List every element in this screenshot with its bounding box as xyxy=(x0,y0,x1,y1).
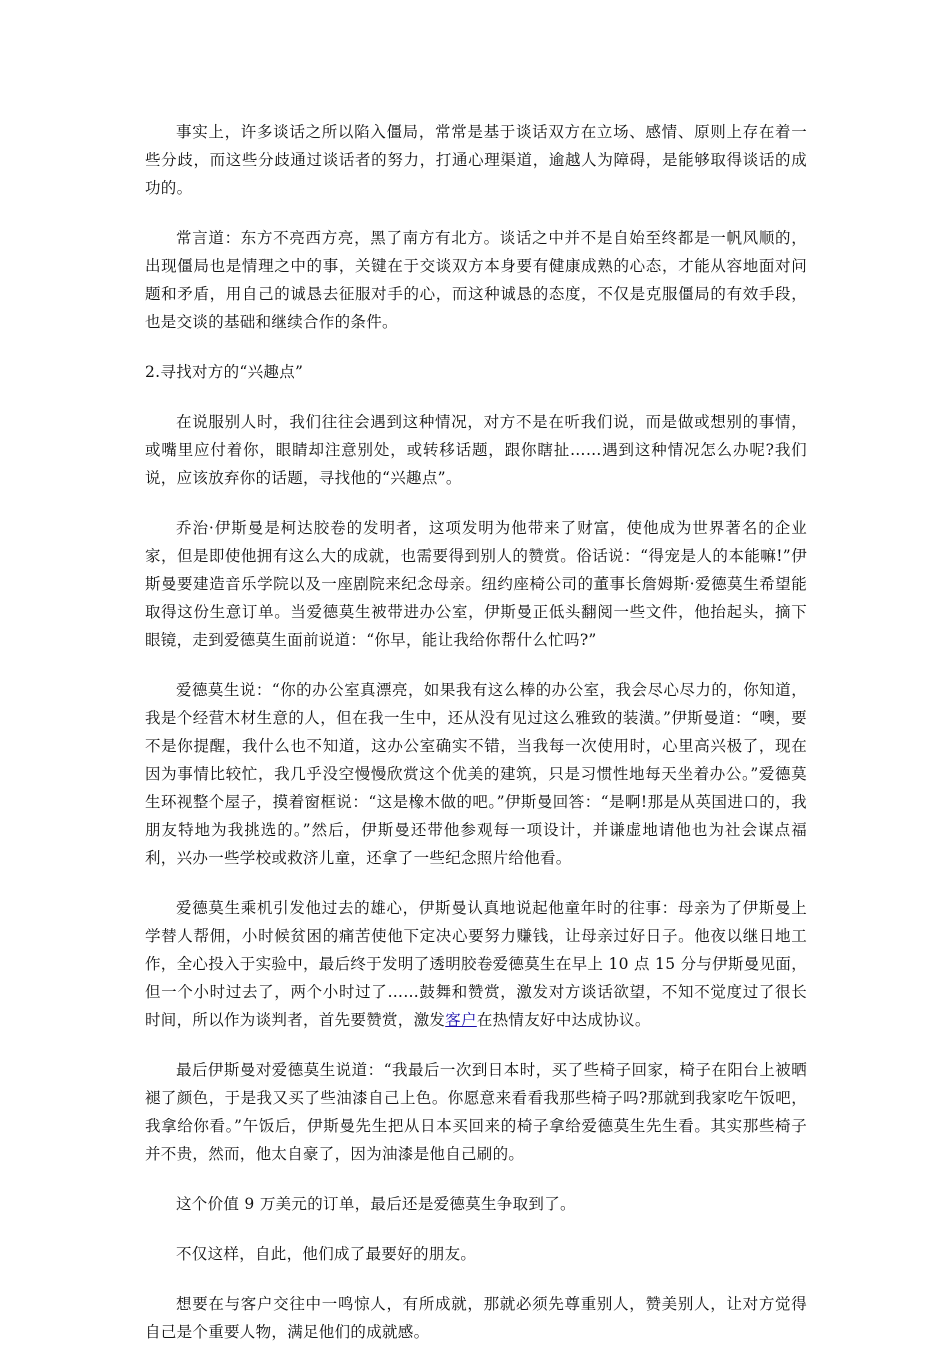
paragraph-conclusion: 想要在与客户交往中一鸣惊人，有所成就，那就必须先尊重别人，赞美别人，让对方觉得自己是个重要人物，满足他们的成就感。 xyxy=(145,1295,807,1341)
childhood-text-end: 在热情友好中达成协议。 xyxy=(476,1011,651,1029)
paragraph-deadlock-intro: 事实上，许多谈话之所以陷入僵局，常常是基于谈话双方在立场、感情、原则上存在着一些分歧，而这些分歧通过谈话者的努力，打通心理渠道，逾越人为障碍，是能够取得谈话的成功的。 xyxy=(145,123,807,197)
paragraph-friends: 不仅这样，自此，他们成了最要好的朋友。 xyxy=(176,1245,477,1263)
document-body xyxy=(145,118,807,1368)
paragraph-office-conversation: 爱德莫生说：“你的办公室真漂亮，如果我有这么棒的办公室，我会尽心尽力的，你知道，我是个经营木材生意的人，但在我一生中，还从没有见过这么雅致的装潢。”伊斯曼道：“噢，要不是你提醒，我什么也不知道，这办公室确实不错，当我每一次使用时，心里高兴极了，现在因为事情比较忙，我几乎没空慢慢欣赏这个优美的建筑，只是习惯性地每天坐着办公。”爱德莫生环视整个屋子，摸着窗框说：“这是橡木做的吧。”伊斯曼回答：“是啊!那是从英国进口的，我朋友特地为我挑选的。”然后，伊斯曼还带他参观每一项设计，并谦虚地请他也为社会谋点福利，兴办一些学校或救济儿童，还拿了一些纪念照片给他看。 xyxy=(145,681,807,867)
customer-link[interactable]: 客户 xyxy=(445,1011,477,1029)
paragraph-childhood-story xyxy=(145,894,807,1034)
paragraph-saying: 常言道：东方不亮西方亮，黑了南方有北方。谈话之中并不是自始至终都是一帆风顺的，出现僵局也是情理之中的事，关键在于交谈双方本身要有健康成熟的心态，才能从容地面对问题和矛盾，用自己的诚恳去征服对手的心，而这种诚恳的态度，不仅是克服僵局的有效手段，也是交谈的基础和继续合作的条件。 xyxy=(145,229,807,331)
childhood-text: 爱德莫生乘机引发他过去的雄心，伊斯曼认真地说起他童年时的往事：母亲为了伊斯曼上学替人帮佣，小时候贫困的痛苦使他下定决心要努力赚钱，让母亲过好日子。他夜以继日地工作，全心投入于实验中，最后终于发明了透明胶卷爱德莫生在早上 10 点 15 分与伊斯曼见面，但一个小时过去了，两个小时过了……鼓舞和赞赏，激发对方谈话欲望，不知不觉度过了很长时间，所以作为谈判者，首先要赞赏，激发 xyxy=(145,899,807,1029)
paragraph-chairs: 最后伊斯曼对爱德莫生说道：“我最后一次到日本时，买了些椅子回家，椅子在阳台上被晒褪了颜色，于是我又买了些油漆自己上色。你愿意来看看我那些椅子吗?那就到我家吃午饭吧，我拿给你看。”午饭后，伊斯曼先生把从日本买回来的椅子拿给爱德莫生先生看。其实那些椅子并不贵，然而，他太自豪了，因为油漆是他自己刷的。 xyxy=(145,1061,807,1163)
paragraph-eastman-intro: 乔治·伊斯曼是柯达胶卷的发明者，这项发明为他带来了财富，使他成为世界著名的企业家，但是即使他拥有这么大的成就，也需要得到别人的赞赏。俗话说：“得宠是人的本能嘛!”伊斯曼要建造音乐学院以及一座剧院来纪念母亲。纽约座椅公司的董事长詹姆斯·爱德莫生希望能取得这份生意订单。当爱德莫生被带进办公室，伊斯曼正低头翻阅一些文件，他抬起头，摘下眼镜，走到爱德莫生面前说道：“你早，能让我给你帮什么忙吗?” xyxy=(145,519,807,649)
section-heading: 2.寻找对方的“兴趣点” xyxy=(145,363,304,381)
paragraph-order: 这个价值 9 万美元的订单，最后还是爱德莫生争取到了。 xyxy=(176,1195,576,1213)
paragraph-persuasion: 在说服别人时，我们往往会遇到这种情况，对方不是在听我们说，而是做或想别的事情，或嘴里应付着你，眼睛却注意别处，或转移话题，跟你瞎扯……遇到这种情况怎么办呢?我们说，应该放弃你的话题，寻找他的“兴趣点”。 xyxy=(145,413,807,487)
